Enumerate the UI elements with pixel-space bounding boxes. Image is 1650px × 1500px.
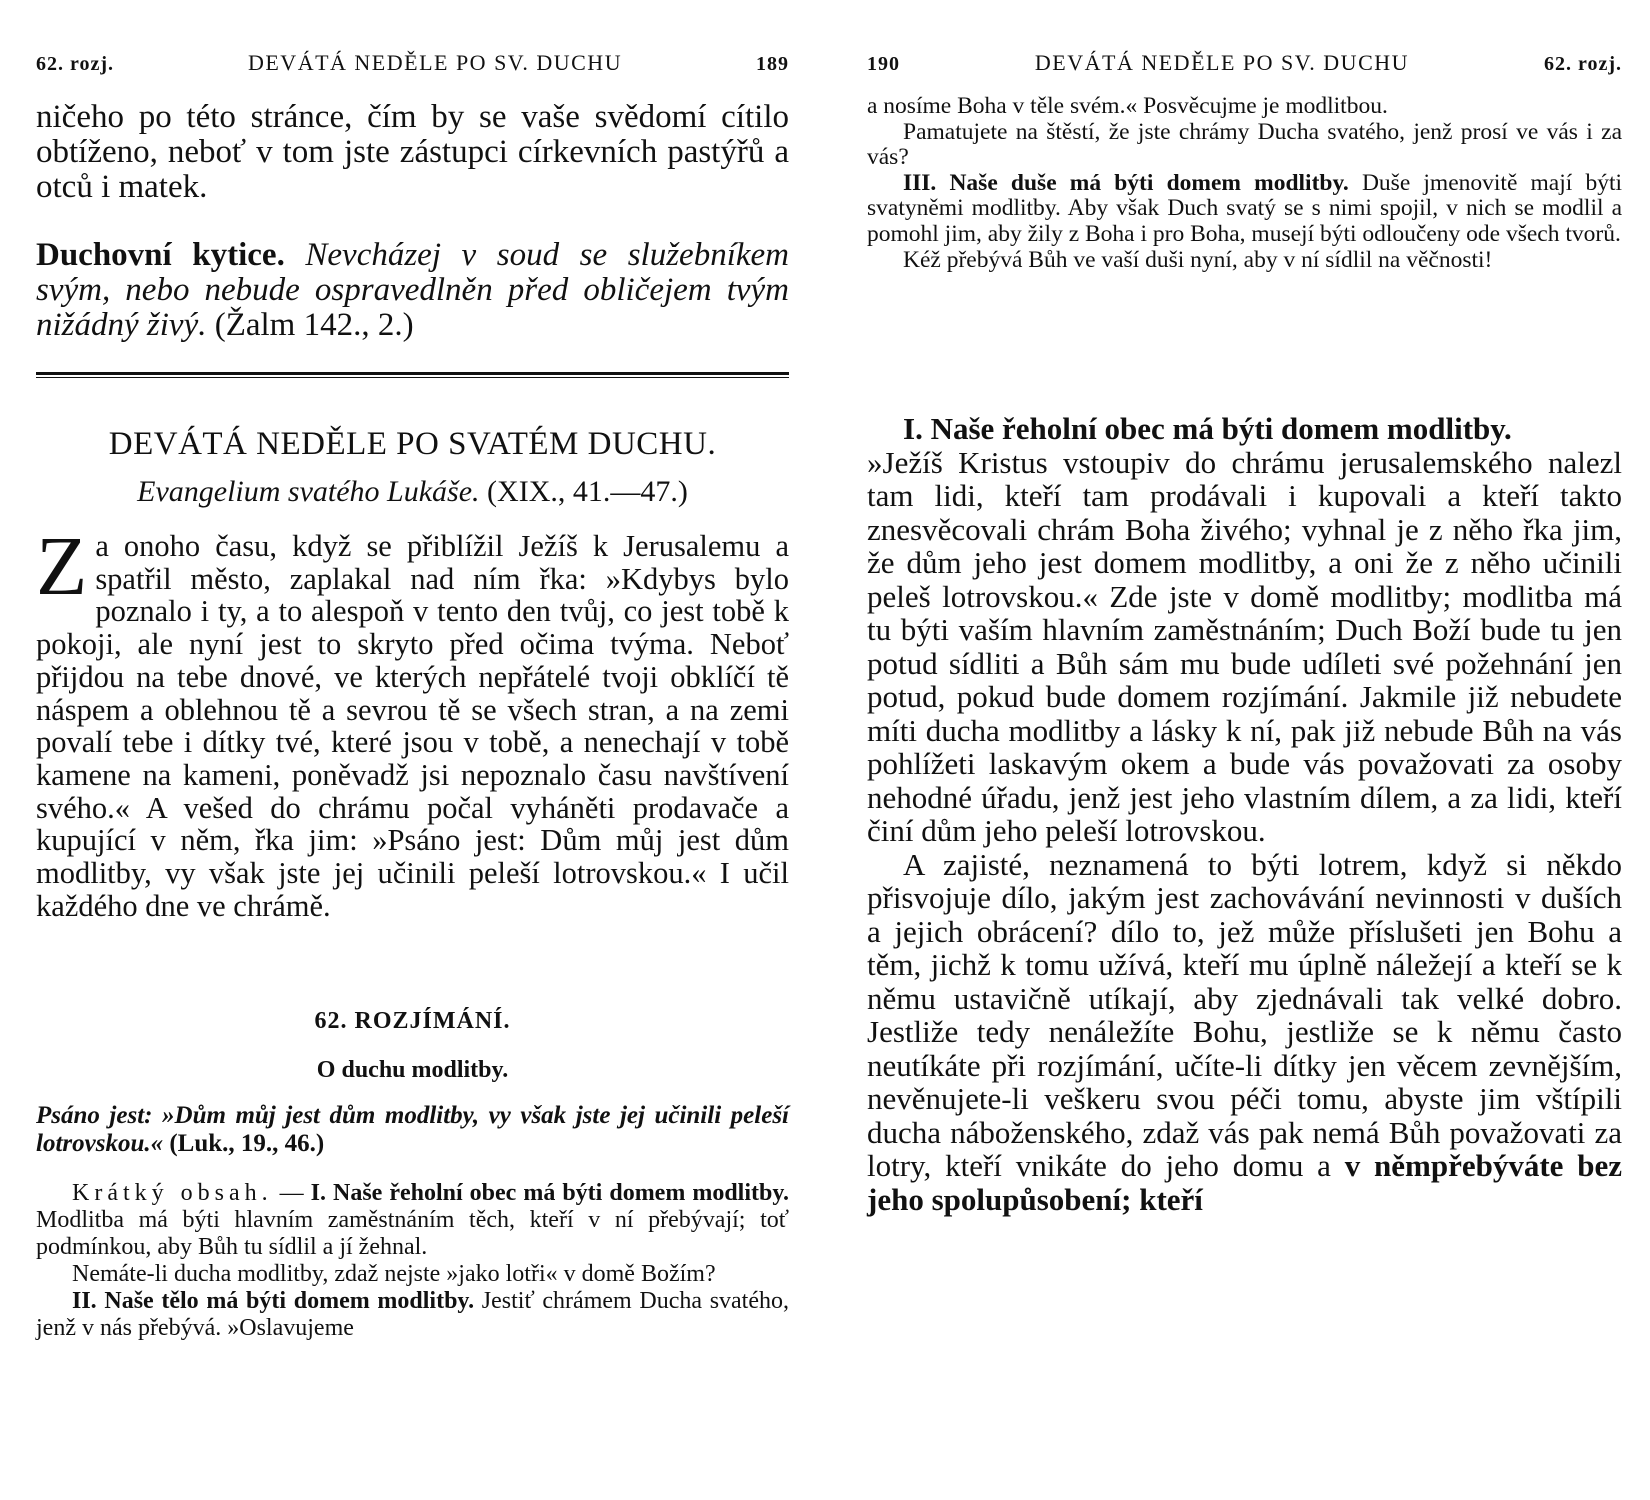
motto-label: Psáno jest: bbox=[36, 1102, 153, 1129]
left-header-title: DEVÁTÁ NEDĚLE PO SV. DUCHU bbox=[247, 50, 623, 75]
continuation-text: ničeho po této stránce, čím by se vaše svědomí cítilo obtíženo, neboť v tom jste zástupci církevních pastýřů a otců i matek. bbox=[36, 99, 789, 205]
summary-point2-heading: II. Naše tělo má býti domem modlitby. bbox=[72, 1288, 475, 1314]
meditation-heading-block bbox=[36, 1008, 789, 1084]
bouquet-text: Nevcházej v soud se služebníkem svým, nebo nebude ospravedlněn před obličejem tvým nižádný živý. bbox=[36, 237, 790, 343]
meditation-label: ROZJÍMÁNÍ. bbox=[354, 1008, 511, 1034]
motto-reference: (Luk., 19., 46.) bbox=[169, 1130, 325, 1157]
gospel-block bbox=[36, 520, 789, 923]
summary-question: Nemáte-li ducha modlitby, zdaž nejste »jako lotři« v domě Božím? bbox=[72, 1261, 716, 1287]
gospel-title: Evangelium svatého Lukáše. bbox=[137, 475, 480, 508]
summary-point3-text: Duše jmenovitě mají býti svatyněmi modlitby. Aby však Duch svatý se s nimi spojil, v nich se modlil a pomohl jim, aby žily z Boha i pro Boha, musejí býti odloučeny ode všech tvorů. bbox=[867, 169, 1622, 247]
meditation-subtitle: O duchu modlitby. bbox=[316, 1057, 509, 1083]
gospel-reference: (XIX., 41.—47.) bbox=[487, 475, 688, 508]
summary-label: Krátký obsah. bbox=[72, 1180, 273, 1206]
section-title-block bbox=[36, 424, 789, 510]
summary-point2-text: Jestiť chrámem Ducha svatého, jenž v nás přebývá. »Oslavujeme bbox=[36, 1288, 790, 1341]
motto-text: »Dům můj jest dům modlitby, vy však jste jej učinili peleší lotrovskou.« bbox=[36, 1102, 789, 1157]
point1-block bbox=[867, 412, 1622, 1216]
right-page-number: 190 bbox=[867, 53, 900, 75]
gospel-dropcap: Z bbox=[36, 520, 88, 613]
bouquet-reference: (Žalm 142., 2.) bbox=[214, 307, 414, 343]
summary-continuation: a nosíme Boha v těle svém.« Posvěcujme je modlitbou. bbox=[867, 93, 1388, 119]
meditation-heading bbox=[36, 1008, 789, 1035]
right-header-chapter: 62. rozj. bbox=[1543, 53, 1622, 75]
gospel-text: a onoho času, když se přiblížil Ježíš k Jerusalemu a spatřil město, zaplakal nad ním řka: »Kdybys bylo poznalo i ty, a to alespoň v tento den tvůj, co jest tobě k pokoji, ale nyní jest to skryto před očima tvýma. Neboť přijdou na tebe dnové, ve kterých nepřátelé tvoji obklíčí tě náspem a oblehnou tě a sevrou tě se všech stran, a na zemi povalí tebe i dítky tvé, které jsou v tobě, a nenechají v tobě kamene na kameni, poněvadž jsi nepoznalo času navštívení svého.« A vešed do chrámu počal vyháněti prodavače a kupující v něm, řka jim: »Psáno jest: Dům můj jest dům modlitby, vy však jste jej učinili peleší lotrovskou.« I učil každého dne ve chrámě. bbox=[36, 529, 789, 923]
gospel-title-line bbox=[36, 474, 789, 510]
left-running-head bbox=[0, 50, 825, 76]
point1-paragraph2-bold: v němpřebýváte bez jeho spolupůsobení; kteří bbox=[867, 1148, 1622, 1217]
left-header-chapter: 62. rozj. bbox=[36, 53, 115, 75]
summary-dash: — bbox=[279, 1180, 304, 1206]
section-title: DEVÁTÁ NEDĚLE PO SVATÉM DUCHU. bbox=[108, 426, 717, 462]
left-continuation-block bbox=[36, 100, 789, 205]
spiritual-bouquet bbox=[36, 238, 789, 343]
summary-question2: Pamatujete na štěstí, že jste chrámy Ducha svatého, jenž prosí ve vás i za vás? bbox=[867, 118, 1622, 171]
point1-paragraph: »Ježíš Kristus vstoupiv do chrámu jerusalemského nalezl tam lidi, kteří tam prodávali i kupovali a kteří takto znesvěcovali chrám Boha živého; vyhnal je z něho řka jim, že dům jeho jest domem modlitby, a oni že z něho učinili peleš lotrovskou.« Zde jste v domě modlitby; modlitba má tu býti vaším hlavním zaměstnáním; Duch Boží bude tu jen potud sídliti a Bůh sám mu bude udíleti své požehnání jen potud, pokud bude domem rozjímání. Jakmile již nebudete míti ducha modlitby a lásky k ní, pak již nebude Bůh na vás pohlížeti laskavým okem a bude vás považovati za osoby nehodné úřadu, jenž jest jeho vlastním dílem, a za lidi, kteří činí dům jeho peleší lotrovskou. bbox=[867, 444, 1622, 848]
section-divider bbox=[36, 372, 789, 378]
summary-continuation-block bbox=[867, 94, 1622, 273]
summary-wish: Kéž přebývá Bůh ve vaší duši nyní, aby v ní sídlil na věčnosti! bbox=[903, 246, 1493, 273]
summary-point1-heading: I. Naše řeholní obec má býti domem modlitby. bbox=[310, 1180, 790, 1206]
right-header-title: DEVÁTÁ NEDĚLE PO SV. DUCHU bbox=[1034, 50, 1410, 75]
summary-point3-heading: III. Naše duše má býti domem modlitby. bbox=[903, 169, 1349, 196]
right-page bbox=[825, 0, 1650, 1500]
summary-point1-text: Modlitba má býti hlavním zaměstnáním těch, kteří v ní přebývají; toť podmínkou, aby Bůh tu sídlil a jí žehnal. bbox=[36, 1207, 789, 1260]
meditation-number: 62. bbox=[314, 1008, 348, 1034]
motto-block bbox=[36, 1102, 789, 1158]
point1-heading: I. Naše řeholní obec má býti domem modlitby. bbox=[903, 411, 1512, 446]
bouquet-label: Duchovní kytice. bbox=[36, 237, 285, 273]
summary-block bbox=[36, 1180, 789, 1342]
left-page-number: 189 bbox=[756, 53, 789, 75]
double-rule bbox=[36, 372, 789, 378]
point1-paragraph2: A zajisté, neznamená to býti lotrem, když si někdo přisvojuje dílo, jakým jest zachovávání nevinnosti v duších a jejich obrácení? dílo to, jež může příslušeti jen Bohu a těm, jichž k tomu užívá, kteří mu úplně náležejí a kteří se k němu ustavičně utíkají, aby zjednávali tak velké dobro. Jestliže tedy nenáležíte Bohu, jestliže se k němu často neutíkáte při rozjímání, učíte-li dítky jen věcem zevnějším, nevěnujete-li veškeru svou péči tomu, abyste jim vštípili ducha náboženského, zdaž vás pak nemá Bůh považovati za lotry, kteří vnikáte do jeho domu a bbox=[867, 846, 1622, 1183]
right-running-head bbox=[825, 50, 1650, 76]
